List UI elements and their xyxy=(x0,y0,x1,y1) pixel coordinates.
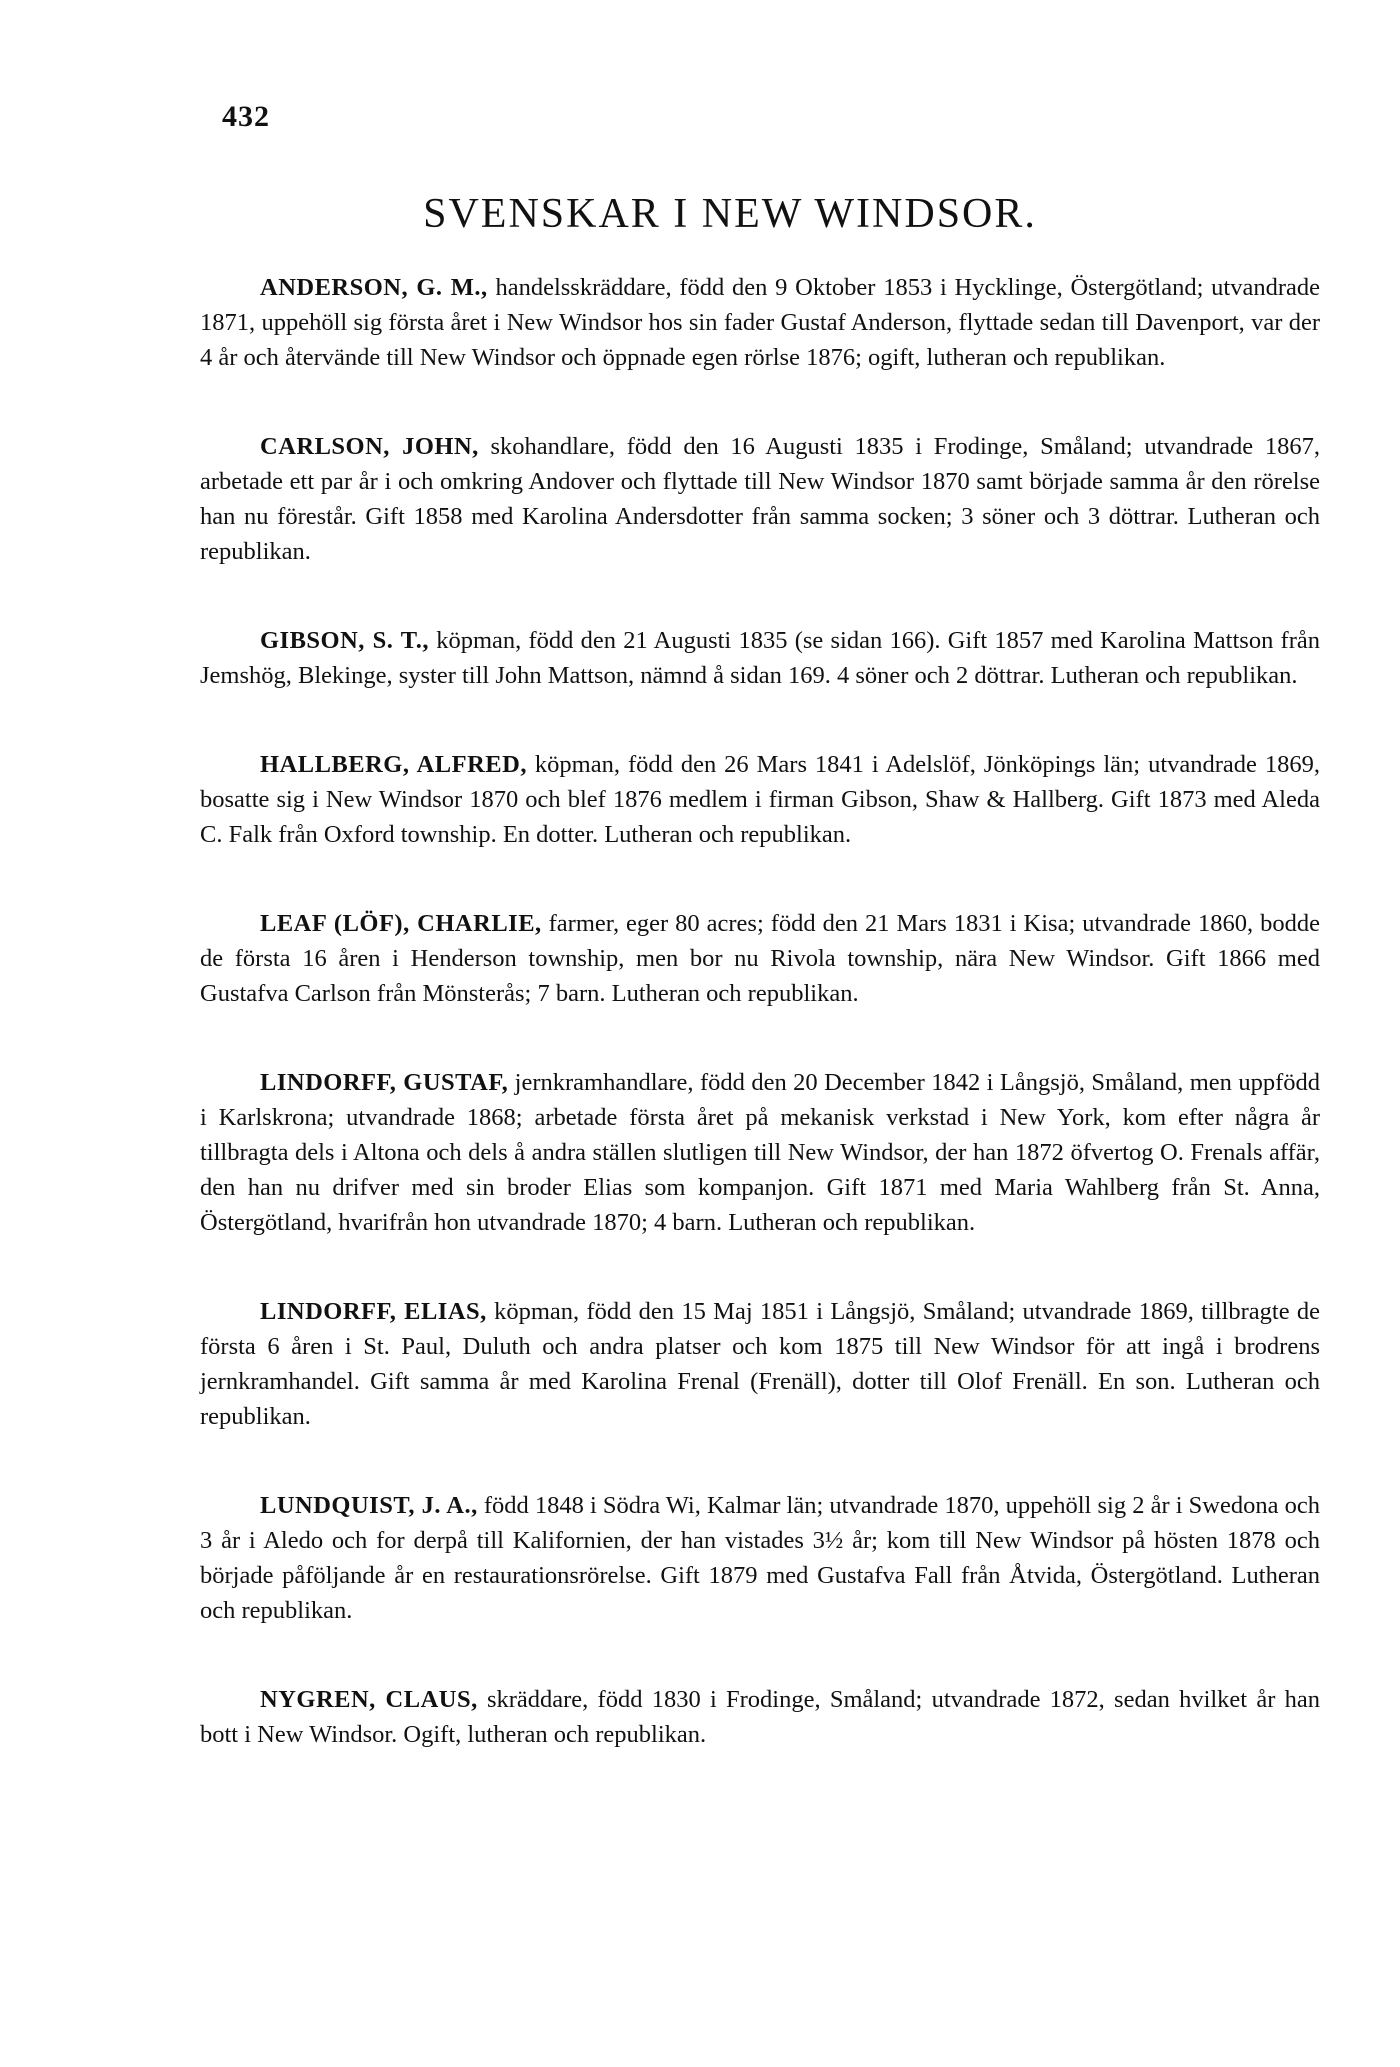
entry-text: född 1848 i Södra Wi, Kalmar län; utvandrade 1870, uppehöll sig 2 år i Swedona och 3 år i Aledo och for derpå till Kalifornien, der han vistades 3½ år; kom till New Windsor på hösten 1878 och började påföljande år en restaurationsrörelse. Gift 1879 med Gustafva Fall från Åtvida, Östergötland. Lutheran och republikan. xyxy=(200,1492,1320,1624)
page-number: 432 xyxy=(222,100,270,133)
biography-entry-hallberg xyxy=(200,747,1320,852)
entry-text: handelsskräddare, född den 9 Oktober 1853 i Hycklinge, Östergötland; utvandrade 1871, uppehöll sig första året i New Windsor hos sin fader Gustaf Anderson, flyttade sedan till Davenport, var der 4 år och återvände till New Windsor och öppnade egen rörlse 1876; ogift, lutheran och republikan. xyxy=(200,274,1320,371)
page-heading: SVENSKAR I NEW WINDSOR. xyxy=(423,191,1037,237)
entry-text: skräddare, född 1830 i Frodinge, Småland; utvandrade 1872, sedan hvilket år han bott i New Windsor. Ogift, lutheran och republikan. xyxy=(200,1686,1321,1748)
entry-text: jernkramhandlare, född den 20 December 1842 i Långsjö, Småland, men uppfödd i Karlskrona; utvandrade 1868; arbetade första året på mekanisk verkstad i New York, kom efter några år tillbragta dels i Altona och dels å andra ställen slutligen till New Windsor, der han 1872 öfvertog O. Frenals affär, den han nu drifver med sin broder Elias som kompanjon. Gift 1871 med Maria Wahlberg från St. Anna, Östergötland, hvarifrån hon utvandrade 1870; 4 barn. Lutheran och republikan. xyxy=(200,1069,1320,1236)
biography-entry-anderson xyxy=(200,270,1320,375)
entry-name: LEAF (LÖF), CHARLIE, xyxy=(260,910,542,937)
biography-entry-lundquist xyxy=(200,1488,1320,1628)
biography-entry-carlson xyxy=(200,429,1320,569)
entry-name: LINDORFF, ELIAS, xyxy=(260,1298,487,1325)
entry-text: köpman, född den 26 Mars 1841 i Adelslöf, Jönköpings län; utvandrade 1869, bosatte sig i New Windsor 1870 och blef 1876 medlem i firman Gibson, Shaw & Hallberg. Gift 1873 med Aleda C. Falk från Oxford township. En dotter. Lutheran och republikan. xyxy=(200,751,1320,848)
biography-entry-nygren xyxy=(200,1682,1320,1752)
entry-name: ANDERSON, G. M., xyxy=(260,274,488,301)
biography-entry-gibson xyxy=(200,623,1320,693)
entry-text: skohandlare, född den 16 Augusti 1835 i Frodinge, Småland; utvandrade 1867, arbetade ett par år i och omkring Andover och flyttade till New Windsor 1870 samt började samma år den rörelse han nu förestår. Gift 1858 med Karolina Andersdotter från samma socken; 3 söner och 3 döttrar. Lutheran och republikan. xyxy=(200,433,1320,565)
biography-entry-leaf xyxy=(200,906,1320,1011)
entry-name: HALLBERG, ALFRED, xyxy=(260,751,527,778)
entry-text: köpman, född den 21 Augusti 1835 (se sidan 166). Gift 1857 med Karolina Mattson från Jemshög, Blekinge, syster till John Mattson, nämnd å sidan 169. 4 söner och 2 döttrar. Lutheran och republikan. xyxy=(200,627,1320,689)
entry-name: CARLSON, JOHN, xyxy=(260,433,479,460)
entry-name: LINDORFF, GUSTAF, xyxy=(260,1069,509,1096)
entry-name: NYGREN, CLAUS, xyxy=(260,1686,478,1713)
biography-list xyxy=(200,270,1320,1806)
entry-text: farmer, eger 80 acres; född den 21 Mars 1831 i Kisa; utvandrade 1860, bodde de första 16 åren i Henderson township, men bor nu Rivola township, nära New Windsor. Gift 1866 med Gustafva Carlson från Mönsterås; 7 barn. Lutheran och republikan. xyxy=(200,910,1321,1007)
entry-text: köpman, född den 15 Maj 1851 i Långsjö, Småland; utvandrade 1869, tillbragte de första 6 åren i St. Paul, Duluth och andra platser och kom 1875 till New Windsor för att ingå i brodrens jernkramhandel. Gift samma år med Karolina Frenal (Frenäll), dotter till Olof Frenäll. En son. Lutheran och republikan. xyxy=(200,1298,1320,1430)
biography-entry-lindorff-gustaf xyxy=(200,1065,1320,1240)
entry-name: LUNDQUIST, J. A., xyxy=(260,1492,478,1519)
biography-entry-lindorff-elias xyxy=(200,1294,1320,1434)
entry-name: GIBSON, S. T., xyxy=(260,627,429,654)
